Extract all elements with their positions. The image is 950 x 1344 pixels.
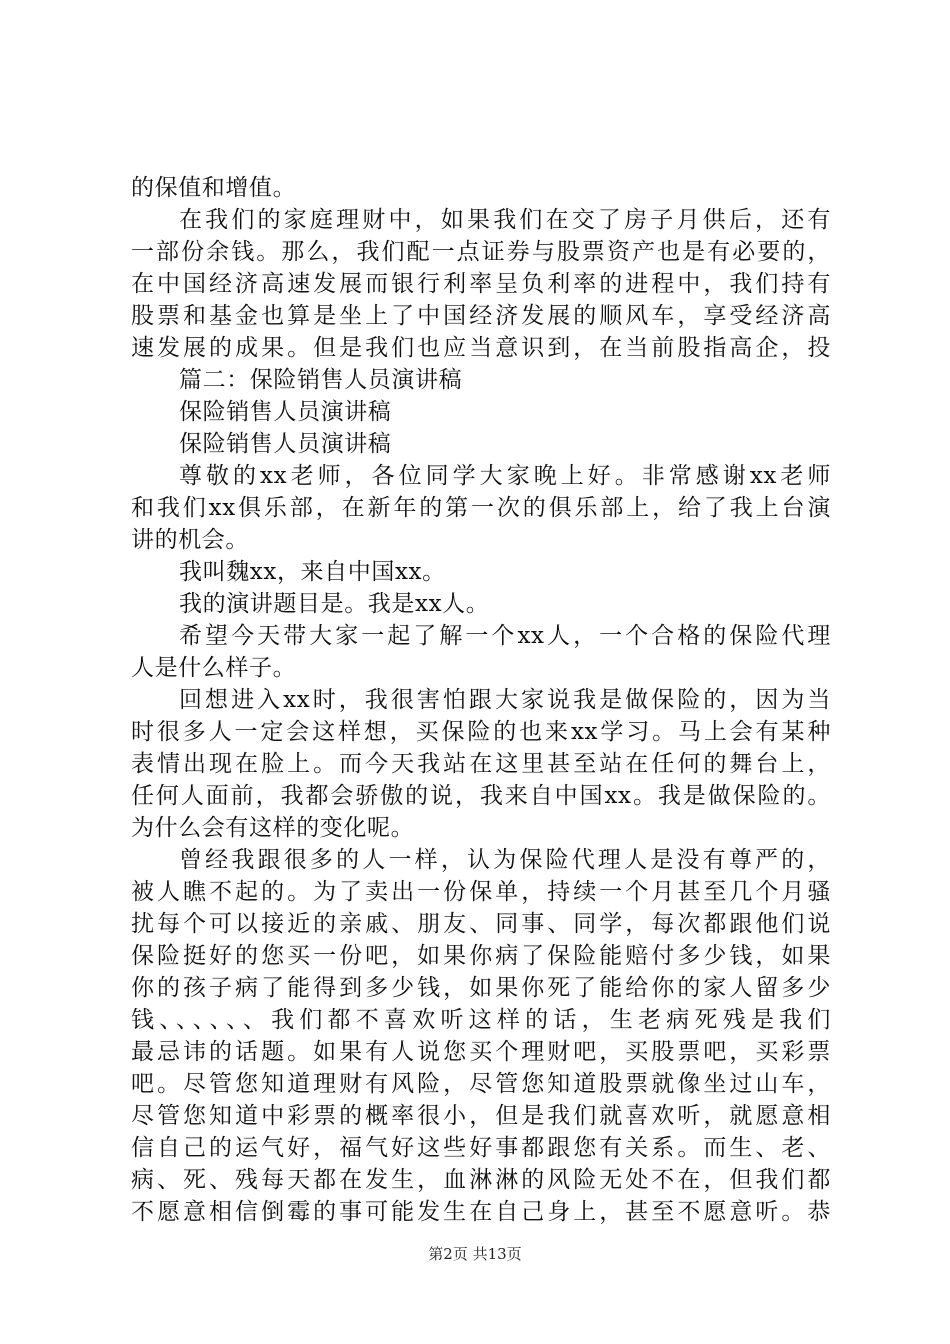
text-line: 吧。尽管您知道理财有风险，尽管您知道股票就像坐过山车， xyxy=(131,1071,831,1097)
text-line: 和我们xx俱乐部，在新年的第一次的俱乐部上，给了我上台演 xyxy=(131,495,831,521)
text-line: 保险销售人员演讲稿 xyxy=(179,431,392,457)
text-line: 保险挺好的您买一份吧，如果你病了保险能赔付多少钱，如果 xyxy=(131,943,831,969)
text-line: 任何人面前，我都会骄傲的说，我来自中国xx。我是做保险的。 xyxy=(131,783,831,809)
text-line: 尊敬的xx老师，各位同学大家晚上好。非常感谢xx老师 xyxy=(179,463,831,489)
text-line: 回想进入xx时，我很害怕跟大家说我是做保险的，因为当 xyxy=(179,687,831,713)
text-line: 在中国经济高速发展而银行利率呈负利率的进程中，我们持有 xyxy=(131,271,831,297)
text-line: 一部份余钱。那么，我们配一点证券与股票资产也是有必要的， xyxy=(131,239,831,265)
text-line: 我的演讲题目是。我是xx人。 xyxy=(179,591,490,617)
text-line: 你的孩子病了能得到多少钱，如果你死了能给你的家人留多少 xyxy=(131,975,831,1001)
text-line: 速发展的成果。但是我们也应当意识到，在当前股指高企，投 xyxy=(131,335,831,361)
text-line: 股票和基金也算是坐上了中国经济发展的顺风车，享受经济高 xyxy=(131,303,831,329)
text-line: 病、死、残每天都在发生，血淋淋的风险无处不在，但我们都 xyxy=(131,1167,831,1193)
text-line: 被人瞧不起的。为了卖出一份保单，持续一个月甚至几个月骚 xyxy=(131,879,831,905)
text-line: 讲的机会。 xyxy=(131,527,249,553)
text-line: 我叫魏xx，来自中国xx。 xyxy=(179,559,446,585)
text-line: 尽管您知道中彩票的概率很小，但是我们就喜欢听，就愿意相 xyxy=(131,1103,831,1129)
text-line: 扰每个可以接近的亲戚、朋友、同事、同学，每次都跟他们说 xyxy=(131,911,831,937)
text-line: 信自己的运气好，福气好这些好事都跟您有关系。而生、老、 xyxy=(131,1135,831,1161)
text-line: 在我们的家庭理财中，如果我们在交了房子月供后，还有 xyxy=(179,207,831,233)
text-line: 篇二：保险销售人员演讲稿 xyxy=(179,367,463,393)
text-line: 不愿意相信倒霉的事可能发生在自己身上，甚至不愿意听。恭 xyxy=(131,1199,831,1225)
text-line: 保险销售人员演讲稿 xyxy=(179,399,392,425)
text-line: 为什么会有这样的变化呢。 xyxy=(131,815,415,841)
text-line: 曾经我跟很多的人一样，认为保险代理人是没有尊严的， xyxy=(179,847,831,873)
text-line: 希望今天带大家一起了解一个xx人，一个合格的保险代理 xyxy=(179,623,831,649)
text-line: 最忌讳的话题。如果有人说您买个理财吧，买股票吧，买彩票 xyxy=(131,1039,831,1065)
page-footer: 第2页 共13页 xyxy=(428,1245,522,1263)
text-line: 表情出现在脸上。而今天我站在这里甚至站在任何的舞台上， xyxy=(131,751,831,777)
text-line: 人是什么样子。 xyxy=(131,655,297,681)
text-line: 钱、、、、、、我们都不喜欢听这样的话，生老病死残是我们 xyxy=(131,1007,831,1033)
text-line: 时很多人一定会这样想，买保险的也来xx学习。马上会有某种 xyxy=(131,719,831,745)
text-line: 的保值和增值。 xyxy=(131,175,297,201)
document-body xyxy=(131,172,831,1228)
